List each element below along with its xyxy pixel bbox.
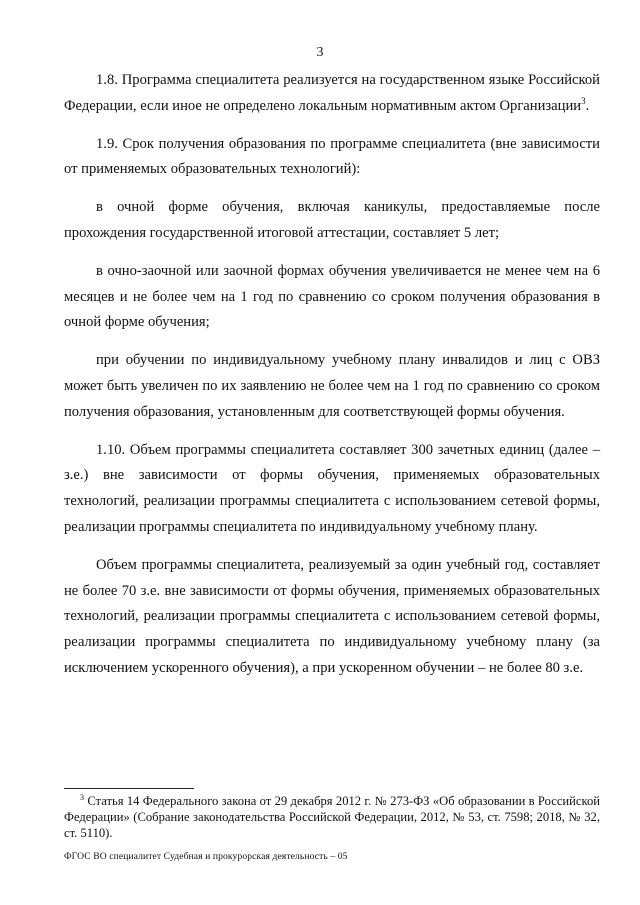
paragraph-part-time: в очно-заочной или заочной формах обучения увеличивается не менее чем на 6 месяцев и не более чем на 1 год по сравнению со сроком получения образования в очной форме обучения; bbox=[64, 262, 600, 331]
paragraph-annual-volume: Объем программы специалитета, реализуемый за один учебный год, составляет не более 70 з.е. вне зависимости от формы обучения, применяемых образовательных технологий, реализации программы специалитета с использованием сетевой формы, реализации программы специалитета по индивидуальному учебному плану (за исключением ускоренного обучения), а при ускоренном обучении – не более 80 з.е. bbox=[64, 556, 600, 676]
page-number: 3 bbox=[316, 45, 324, 60]
paragraph-full-time: в очной форме обучения, включая каникулы, предоставляемые после прохождения государственной итоговой аттестации, составляет 5 лет; bbox=[64, 199, 600, 241]
paragraph-text: 1.8. Программа специалитета реализуется на государственном языке Российской Федерации, если иное не определено локальным нормативным актом Организации bbox=[64, 72, 600, 114]
document-footer: ФГОС ВО специалитет Судебная и прокурорская деятельность – 05 bbox=[64, 851, 348, 862]
document-body bbox=[64, 68, 600, 682]
paragraph-1-10: 1.10. Объем программы специалитета составляет 300 зачетных единиц (далее – з.е.) вне зависимости от формы обучения, применяемых образовательных технологий, реализации программы специалитета с использованием сетевой формы, реализации программы специалитета по индивидуальному учебному плану. bbox=[64, 441, 600, 535]
footnote-divider bbox=[64, 788, 194, 789]
footnote-reference: 3 bbox=[581, 95, 586, 106]
paragraph-1-8 bbox=[64, 68, 600, 120]
paragraph-1-9: 1.9. Срок получения образования по программе специалитета (вне зависимости от применяемых образовательных технологий): bbox=[64, 135, 600, 178]
paragraph-tail: . bbox=[585, 97, 590, 114]
footnote bbox=[64, 793, 600, 841]
paragraph-individual-plan: при обучении по индивидуальному учебному плану инвалидов и лиц с ОВЗ может быть увеличен по их заявлению не более чем на 1 год по сравнению со сроком получения образования, установленным для соответствующей формы обучения. bbox=[64, 352, 600, 420]
footnote-text: Статья 14 Федерального закона от 29 декабря 2012 г. № 273-ФЗ «Об образовании в Российской Федерации» (Собрание законодательства Российской Федерации, 2012, № 53, ст. 7598; 2018, № 32, ст. 5110). bbox=[64, 794, 600, 840]
footnote-marker: 3 bbox=[80, 792, 84, 802]
